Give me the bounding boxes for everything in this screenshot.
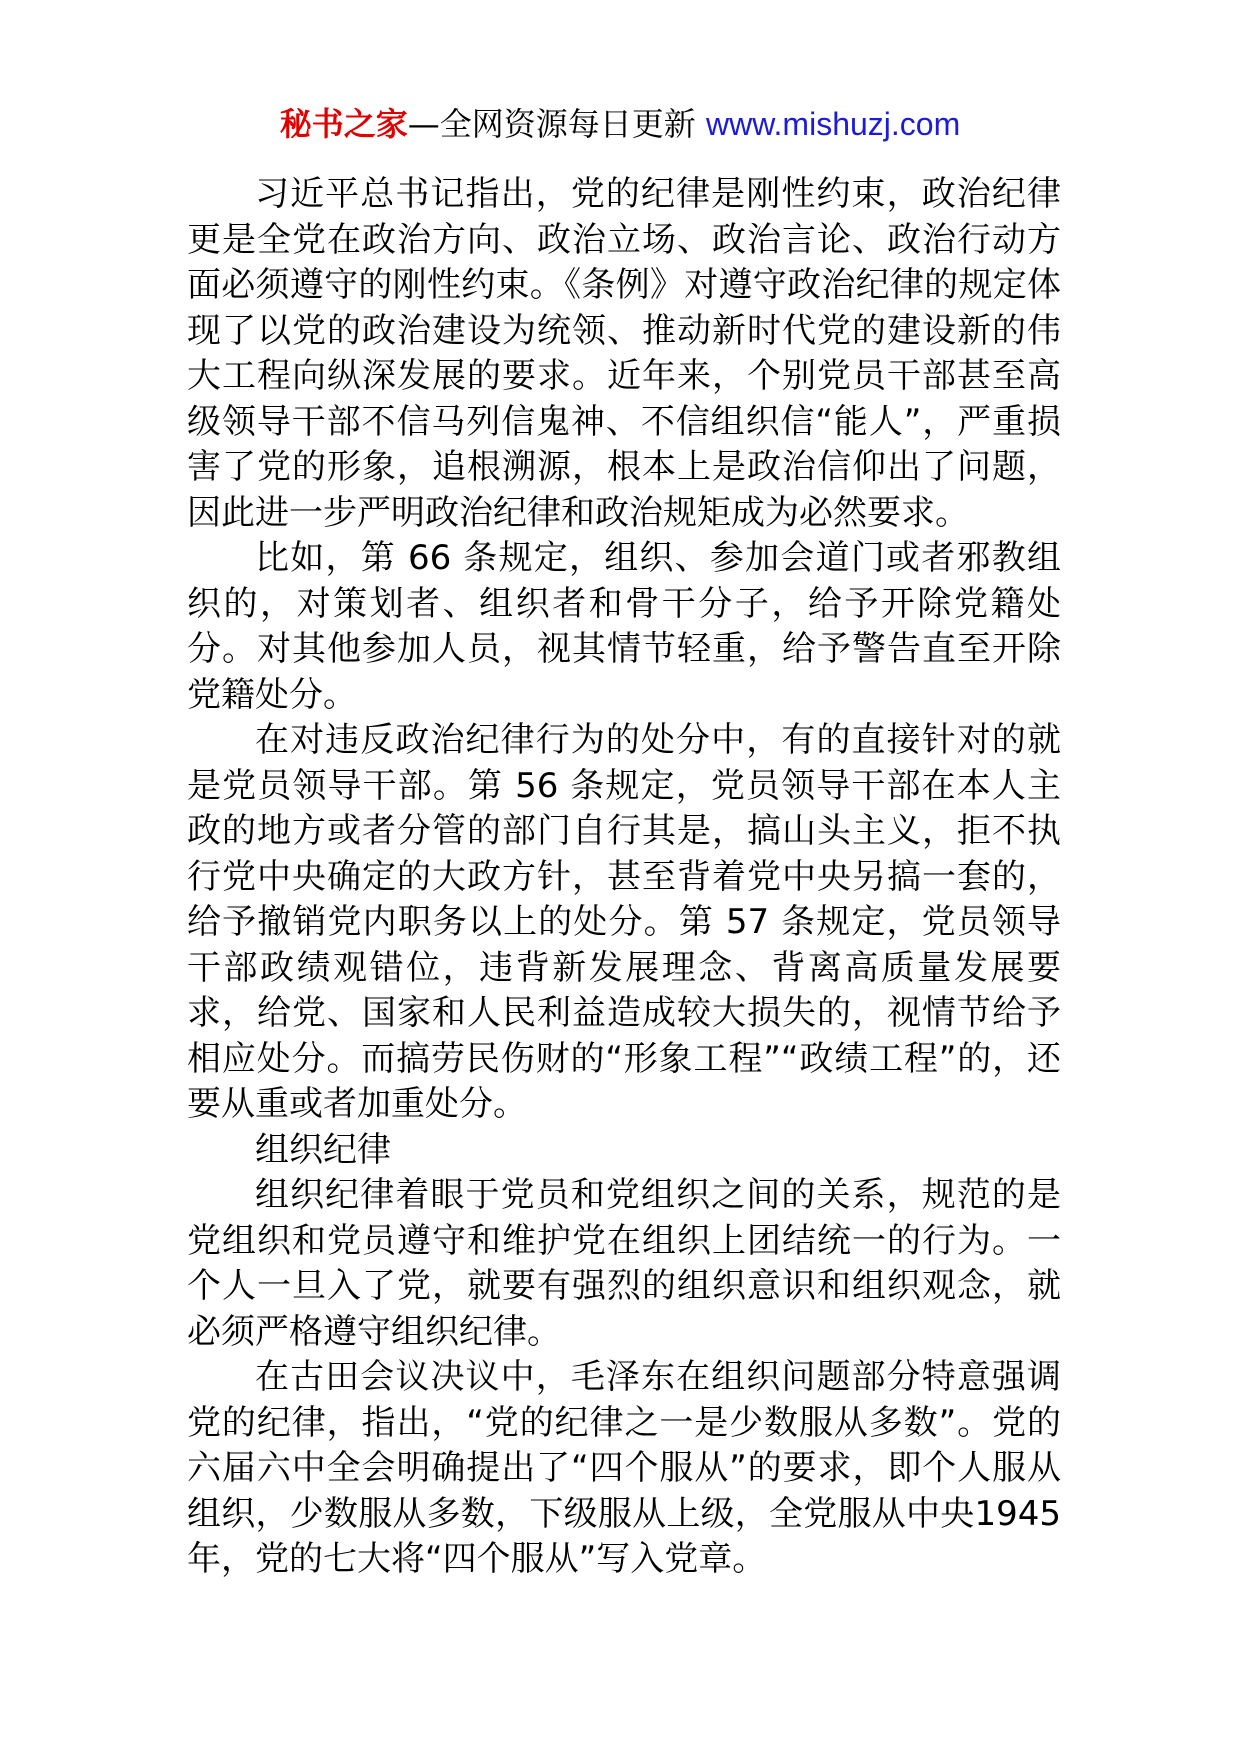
site-url-link[interactable]: www.mishuzj.com [705, 106, 961, 142]
document-body [187, 172, 1061, 1583]
paragraph-gutian-conference: 在古田会议决议中，毛泽东在组织问题部分特意强调党的纪律，指出，“党的纪律之一是少数服从多数”。党的六届六中全会明确提出了“四个服从”的要求，即个人服从组织，少数服从多数，下级服从上级，全党服从中央1945 年，党的七大将“四个服从”写入党章。 [187, 1357, 1061, 1579]
paragraph-organizational-discipline: 组织纪律着眼于党员和党组织之间的关系，规范的是党组织和党员遵守和维护党在组织上团结统一的行为。一个人一旦入了党，就要有强烈的组织意识和组织观念，就必须严格遵守组织纪律。 [187, 1175, 1061, 1352]
paragraph-article-66: 比如，第 66 条规定，组织、参加会道门或者邪教组织的，对策划者、组织者和骨干分子，给予开除党籍处分。对其他参加人员，视其情节轻重，给予警告直至开除党籍处分。 [187, 538, 1061, 715]
site-header [0, 100, 1240, 148]
site-tagline: —全网资源每日更新 [407, 105, 706, 143]
paragraph-political-discipline: 习近平总书记指出，党的纪律是刚性约束，政治纪律更是全党在政治方向、政治立场、政治言论、政治行动方面必须遵守的刚性约束。《条例》对遵守政治纪律的规定体现了以党的政治建设为统领、推动新时代党的建设新的伟大工程向纵深发展的要求。近年来，个别党员干部甚至高级领导干部不信马列信鬼神、不信组织信“能人”，严重损害了党的形象，追根溯源，根本上是政治信仰出了问题，因此进一步严明政治纪律和政治规矩成为必然要求。 [187, 174, 1061, 533]
paragraph-articles-56-57: 在对违反政治纪律行为的处分中，有的直接针对的就是党员领导干部。第 56 条规定，党员领导干部在本人主政的地方或者分管的部门自行其是，搞山头主义，拒不执行党中央确定的大政方针，甚至背着党中央另搞一套的，给予撤销党内职务以上的处分。第 57 条规定，党员领导干部政绩观错位，违背新发展理念、背离高质量发展要求，给党、国家和人民利益造成较大损失的，视情节给予相应处分。而搞劳民伤财的“形象工程”“政绩工程”的，还要从重或者加重处分。 [187, 720, 1061, 1124]
site-brand: 秘书之家 [279, 105, 408, 143]
section-heading-organizational-discipline: 组织纪律 [255, 1129, 391, 1170]
